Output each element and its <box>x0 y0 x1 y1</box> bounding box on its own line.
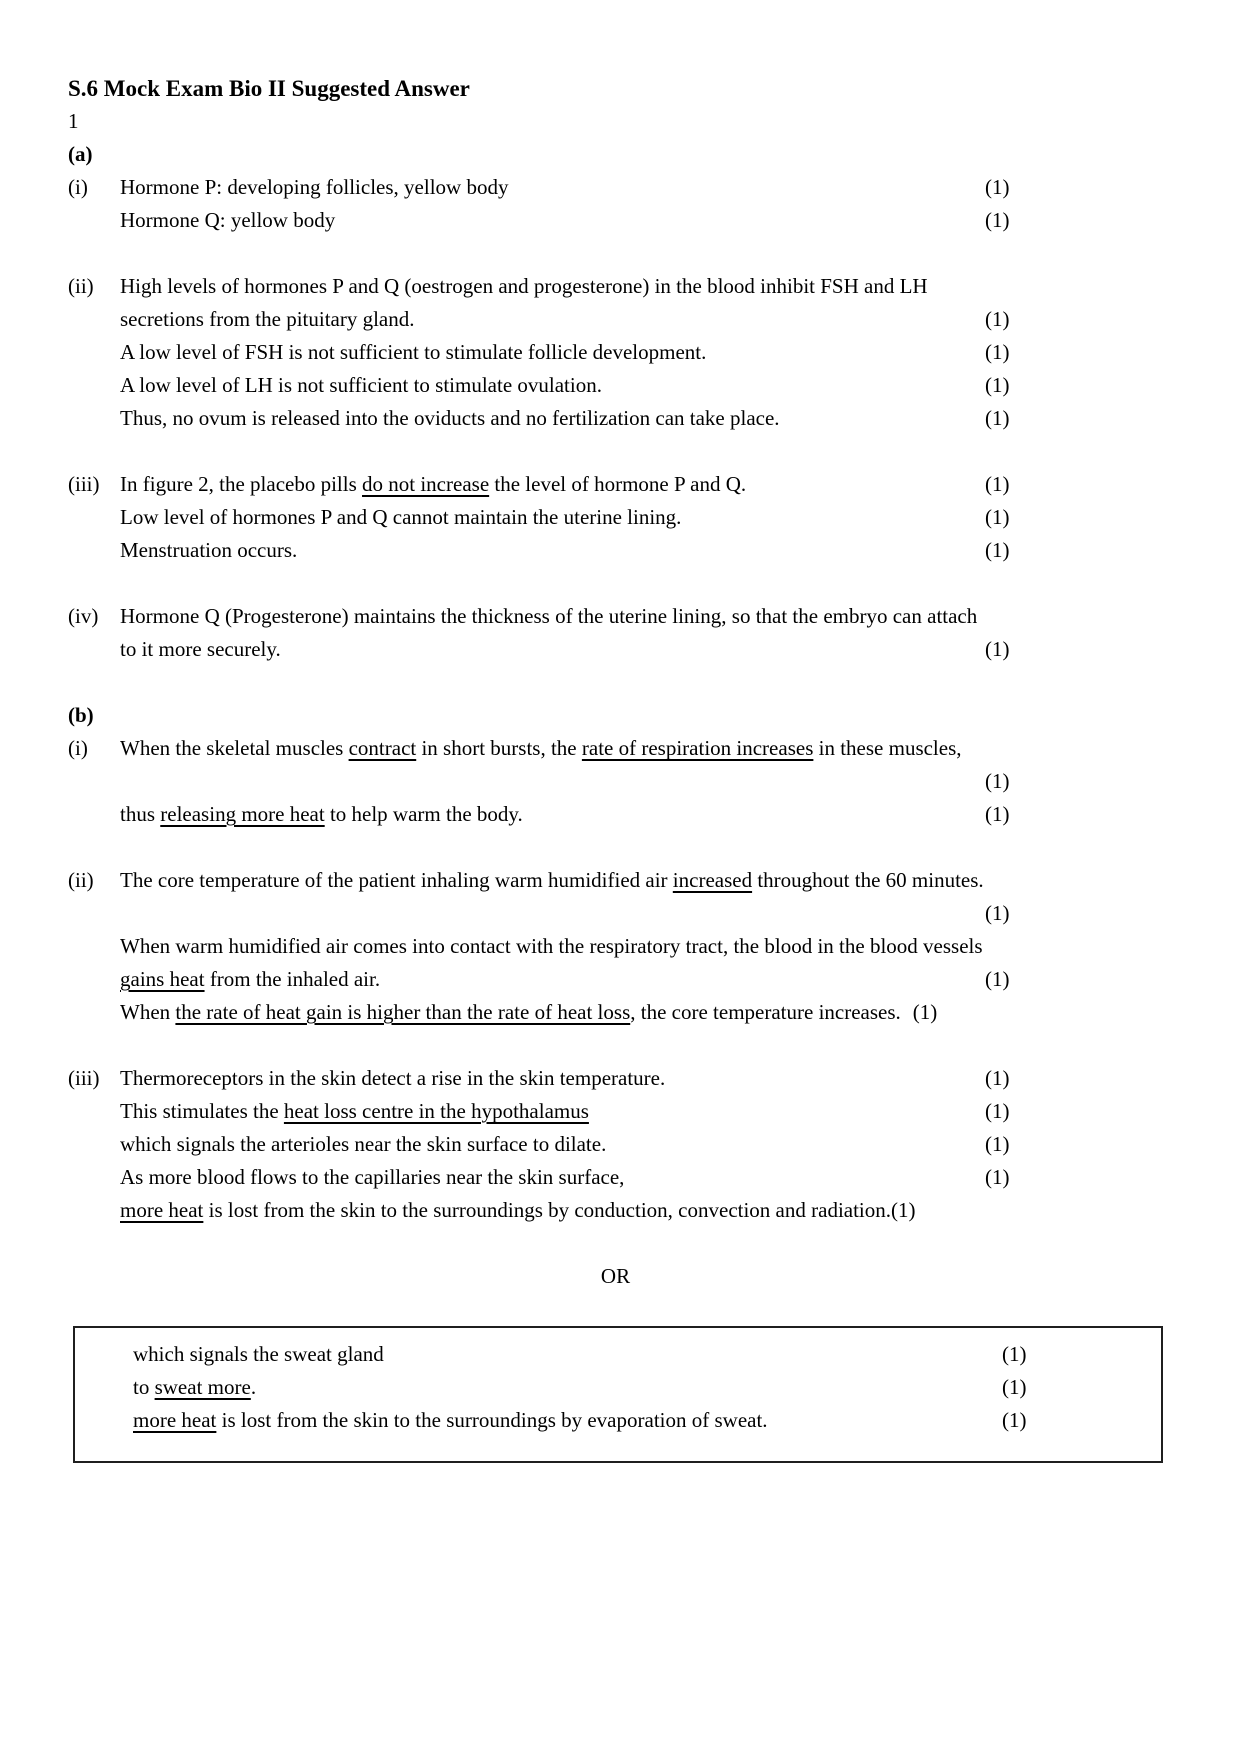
section-gap <box>68 1029 1190 1062</box>
answer-line <box>120 765 1190 798</box>
text-segment: is lost from the skin to the surroundings by conduction, convection and radiation. <box>203 1198 892 1222</box>
score-mark: (1) <box>985 406 1010 430</box>
answer-text <box>120 1066 665 1090</box>
answer-item <box>68 600 1190 666</box>
text-segment: High levels of hormones P and Q (oestrogen and progesterone) in the blood inhibit FSH and LH <box>120 274 928 298</box>
answer-text <box>120 505 681 529</box>
score-mark: (1) <box>985 1132 1010 1156</box>
score-mark: (1) <box>985 505 1010 529</box>
item-marker: (iii) <box>68 472 100 496</box>
answer-line <box>120 369 1190 402</box>
document-title: S.6 Mock Exam Bio II Suggested Answer <box>68 76 470 101</box>
answer-line <box>120 270 1190 303</box>
item-marker: (iii) <box>68 1066 100 1090</box>
score-mark: (1) <box>1002 1375 1027 1399</box>
score-mark: (1) <box>985 538 1010 562</box>
score-mark: (1) <box>985 1066 1010 1090</box>
answer-item <box>68 864 1190 1029</box>
answer-text <box>120 208 335 232</box>
key-term: rate of respiration increases <box>581 736 814 760</box>
text-segment: Thus, no ovum is released into the oviducts and no fertilization can take place. <box>120 406 780 430</box>
answer-line <box>120 336 1190 369</box>
key-term: do not increase <box>362 472 490 496</box>
answer-text <box>120 307 415 331</box>
item-content <box>120 600 1190 666</box>
answer-line <box>120 204 1190 237</box>
text-segment: to help warm the body. <box>324 802 523 826</box>
answer-text <box>133 1342 384 1366</box>
answer-text <box>120 868 984 892</box>
text-segment: Hormone Q: yellow body <box>120 208 336 232</box>
answer-item <box>68 732 1190 831</box>
section-gap <box>68 1293 1190 1326</box>
score-mark: (1) <box>1002 1342 1027 1366</box>
part-heading: (a) <box>68 142 93 166</box>
score-mark: (1) <box>891 1198 916 1222</box>
answer-text <box>120 1000 901 1024</box>
answer-text <box>120 637 281 661</box>
answer-line <box>120 963 1190 996</box>
text-segment: Hormone P: developing follicles, yellow body <box>120 175 509 199</box>
item-content <box>120 270 1190 435</box>
text-segment: which signals the arterioles near the skin surface to dilate. <box>120 1132 607 1156</box>
text-segment: Thermoreceptors in the skin detect a rise in the skin temperature. <box>120 1066 666 1090</box>
answer-text <box>120 736 962 760</box>
score-mark: (1) <box>985 373 1010 397</box>
item-content <box>120 1062 1190 1227</box>
key-term: releasing more heat <box>160 802 325 826</box>
answer-line <box>120 1128 1190 1161</box>
answer-line <box>120 732 1190 765</box>
score-mark: (1) <box>985 340 1010 364</box>
answer-text <box>120 1132 606 1156</box>
item-marker: (ii) <box>68 274 94 298</box>
answer-text <box>120 538 297 562</box>
answer-text <box>120 967 380 991</box>
key-term: more heat <box>133 1408 217 1432</box>
question-number: 1 <box>68 109 79 133</box>
score-mark: (1) <box>985 208 1010 232</box>
score-mark: (1) <box>985 901 1010 925</box>
text-segment: from the inhaled air. <box>204 967 381 991</box>
text-segment: thus <box>120 802 161 826</box>
text-segment: throughout the 60 minutes. <box>752 868 984 892</box>
text-segment: which signals the sweat gland <box>133 1342 384 1366</box>
text-segment: the level of hormone P and Q. <box>489 472 747 496</box>
text-segment: . <box>250 1375 257 1399</box>
section-gap <box>68 1227 1190 1260</box>
key-term: heat loss centre in the hypothalamus <box>283 1099 589 1123</box>
answer-item <box>68 468 1190 567</box>
answer-line <box>120 501 1190 534</box>
answer-line <box>120 1194 1190 1227</box>
text-segment: secretions from the pituitary gland. <box>120 307 415 331</box>
answer-line <box>120 171 1190 204</box>
text-segment: This stimulates the <box>120 1099 284 1123</box>
text-segment: In figure 2, the placebo pills <box>120 472 363 496</box>
answer-text <box>120 406 780 430</box>
answer-line <box>133 1404 1161 1437</box>
key-term: more heat <box>120 1198 204 1222</box>
answer-item <box>68 1062 1190 1227</box>
text-segment: Low level of hormones P and Q cannot maintain the uterine lining. <box>120 505 682 529</box>
answer-item <box>68 171 1190 237</box>
item-marker: (i) <box>68 175 88 199</box>
answer-line <box>133 1338 1161 1371</box>
item-marker: (iv) <box>68 604 99 628</box>
section-gap <box>68 567 1190 600</box>
section-gap <box>68 666 1190 699</box>
answer-text <box>133 1375 256 1399</box>
text-segment: When warm humidified air comes into contact with the respiratory tract, the blood in the blood vessels <box>120 934 983 958</box>
answer-line <box>120 1095 1190 1128</box>
answer-text <box>120 274 928 298</box>
text-segment: , the core temperature increases. <box>630 1000 901 1024</box>
or-separator: OR <box>600 1264 631 1288</box>
answer-line <box>133 1371 1161 1404</box>
answer-line <box>120 798 1190 831</box>
answer-line <box>120 468 1190 501</box>
text-segment: The core temperature of the patient inhaling warm humidified air <box>120 868 673 892</box>
score-mark: (1) <box>985 1165 1010 1189</box>
answer-text <box>120 1165 624 1189</box>
score-mark: (1) <box>985 637 1010 661</box>
text-segment: to <box>133 1375 155 1399</box>
key-term: sweat more <box>154 1375 251 1399</box>
answer-line <box>120 930 1190 963</box>
answer-text <box>120 175 508 199</box>
answer-line <box>120 996 1190 1029</box>
text-segment: When the skeletal muscles <box>120 736 349 760</box>
answer-text <box>120 802 523 826</box>
key-term: the rate of heat gain is higher than the rate of heat loss <box>175 1000 631 1024</box>
section-gap <box>68 237 1190 270</box>
answer-line <box>120 303 1190 336</box>
answer-line <box>120 864 1190 897</box>
alternative-answer-box <box>73 1326 1163 1463</box>
text-segment: Menstruation occurs. <box>120 538 298 562</box>
text-segment: When <box>120 1000 176 1024</box>
text-segment: is lost from the skin to the surroundings by evaporation of sweat. <box>216 1408 768 1432</box>
answer-line <box>120 897 1190 930</box>
answer-text <box>120 472 746 496</box>
answer-text <box>133 1408 768 1432</box>
score-mark: (1) <box>985 1099 1010 1123</box>
score-mark: (1) <box>985 307 1010 331</box>
text-segment: A low level of LH is not sufficient to stimulate ovulation. <box>120 373 602 397</box>
item-content <box>120 171 1190 237</box>
answer-text <box>120 373 602 397</box>
key-term: gains heat <box>120 967 205 991</box>
answer-line <box>120 1062 1190 1095</box>
score-mark: (1) <box>985 802 1010 826</box>
section-gap <box>68 435 1190 468</box>
score-mark: (1) <box>985 175 1010 199</box>
answer-text <box>120 934 983 958</box>
answer-line <box>120 402 1190 435</box>
answer-line <box>120 633 1190 666</box>
score-mark: (1) <box>912 1000 938 1024</box>
item-content <box>120 732 1190 831</box>
text-segment: in these muscles, <box>813 736 962 760</box>
text-segment: to it more securely. <box>120 637 281 661</box>
section-gap <box>68 831 1190 864</box>
answer-line <box>120 600 1190 633</box>
item-marker: (ii) <box>68 868 94 892</box>
text-segment: A low level of FSH is not sufficient to stimulate follicle development. <box>120 340 707 364</box>
score-mark: (1) <box>1002 1408 1027 1432</box>
key-term: increased <box>672 868 753 892</box>
answer-text <box>120 1198 891 1222</box>
answer-text <box>120 1099 589 1123</box>
item-content <box>120 864 1190 1029</box>
answer-line <box>120 1161 1190 1194</box>
text-segment: in short bursts, the <box>416 736 582 760</box>
answer-line <box>120 534 1190 567</box>
answer-item <box>68 270 1190 435</box>
item-marker: (i) <box>68 736 88 760</box>
score-mark: (1) <box>985 967 1010 991</box>
part-heading: (b) <box>68 703 94 727</box>
key-term: contract <box>348 736 417 760</box>
answer-text <box>120 604 977 628</box>
answer-sections <box>68 138 1190 1463</box>
item-content <box>120 468 1190 567</box>
text-segment: Hormone Q (Progesterone) maintains the thickness of the uterine lining, so that the embryo can attach <box>120 604 978 628</box>
score-mark: (1) <box>985 472 1010 496</box>
text-segment: As more blood flows to the capillaries near the skin surface, <box>120 1165 625 1189</box>
answer-text <box>120 340 706 364</box>
score-mark: (1) <box>985 769 1010 793</box>
